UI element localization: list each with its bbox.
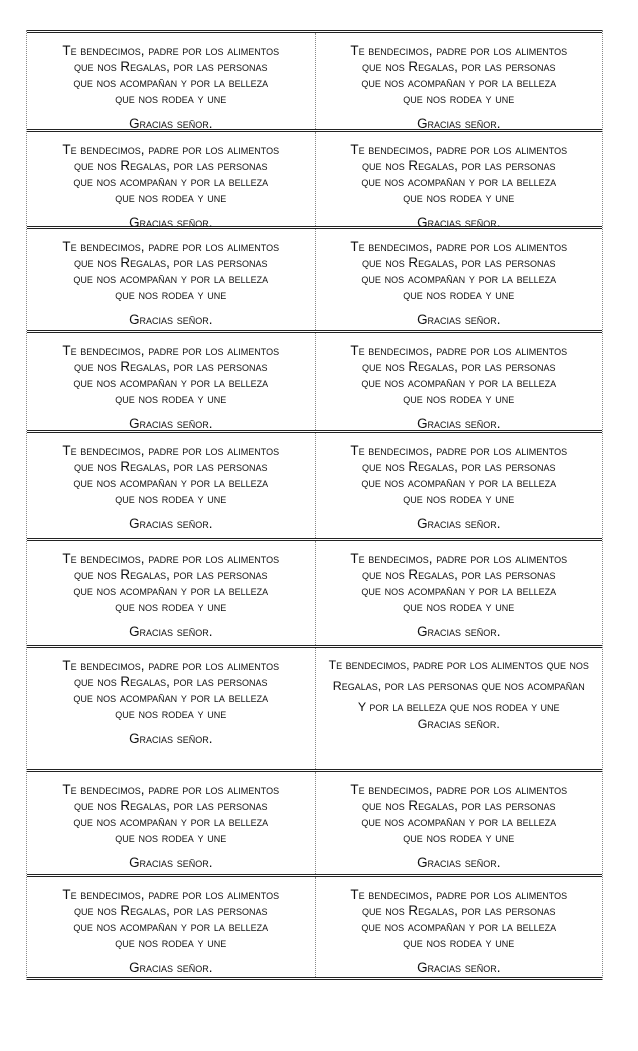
- prayer-line-1: Te bendecimos, padre por los alimentos: [62, 782, 280, 797]
- prayer-line-1: Te bendecimos, padre por los alimentos: [62, 887, 280, 902]
- prayer-line-2: que nos Regalas, por las personas: [73, 903, 268, 918]
- prayer-thanks: Gracias señor.: [417, 960, 501, 975]
- prayer-card: [27, 877, 315, 977]
- prayer-line-2: que nos Regalas, por las personas: [361, 903, 556, 918]
- prayer-line-4: que nos rodea y une: [115, 91, 227, 106]
- prayer-line-3: que nos acompañan y por la belleza: [73, 690, 269, 705]
- prayer-line-1: Te bendecimos, padre por los alimentos: [62, 443, 280, 458]
- prayer-card-variant: [315, 648, 603, 769]
- prayer-line-2: que nos Regalas, por las personas: [361, 359, 556, 374]
- prayer-line-3: que nos acompañan y por la belleza: [361, 174, 557, 189]
- prayer-line-2: que nos Regalas, por las personas: [73, 459, 268, 474]
- prayer-line-4: que nos rodea y une: [403, 599, 515, 614]
- prayer-thanks: Gracias señor.: [417, 717, 500, 731]
- prayer-line-3: que nos acompañan y por la belleza: [361, 475, 557, 490]
- prayer-line-3: que nos acompañan y por la belleza: [361, 271, 557, 286]
- prayer-line-2: que nos Regalas, por las personas: [73, 359, 268, 374]
- card-sheet: [26, 30, 603, 980]
- prayer-line-1: Te bendecimos, padre por los alimentos: [350, 142, 568, 157]
- prayer-thanks: Gracias señor.: [417, 516, 501, 531]
- card-row: [27, 129, 602, 230]
- prayer-line-4: que nos rodea y une: [115, 491, 227, 506]
- prayer-variant-line-3: Y por la belleza que nos rodea y une: [357, 700, 560, 714]
- card-row: [27, 430, 602, 538]
- prayer-line-1: Te bendecimos, padre por los alimentos: [62, 142, 280, 157]
- prayer-card: [27, 772, 315, 874]
- prayer-card: [315, 132, 603, 230]
- card-row: [27, 30, 602, 129]
- prayer-thanks: Gracias señor.: [129, 312, 213, 327]
- prayer-line-1: Te bendecimos, padre por los alimentos: [350, 43, 568, 58]
- prayer-line-3: que nos acompañan y por la belleza: [73, 919, 269, 934]
- prayer-line-1: Te bendecimos, padre por los alimentos: [62, 658, 280, 673]
- prayer-line-2: que nos Regalas, por las personas: [73, 255, 268, 270]
- prayer-line-1: Te bendecimos, padre por los alimentos: [350, 887, 568, 902]
- prayer-card: [27, 333, 315, 430]
- prayer-line-4: que nos rodea y une: [115, 935, 227, 950]
- prayer-card: [315, 772, 603, 874]
- prayer-line-2: que nos Regalas, por las personas: [361, 459, 556, 474]
- card-row: [27, 645, 602, 769]
- prayer-card: [315, 877, 603, 977]
- card-row: [27, 769, 602, 874]
- prayer-card: [27, 229, 315, 330]
- prayer-variant-line-2: Regalas, por las personas que nos acompañan: [332, 679, 585, 693]
- prayer-line-2: que nos Regalas, por las personas: [361, 59, 556, 74]
- prayer-line-2: que nos Regalas, por las personas: [361, 798, 556, 813]
- prayer-line-3: que nos acompañan y por la belleza: [73, 583, 269, 598]
- prayer-thanks: Gracias señor.: [129, 416, 213, 431]
- prayer-thanks: Gracias señor.: [129, 516, 213, 531]
- prayer-line-4: que nos rodea y une: [115, 287, 227, 302]
- prayer-line-4: que nos rodea y une: [403, 491, 515, 506]
- prayer-line-4: que nos rodea y une: [403, 190, 515, 205]
- prayer-line-3: que nos acompañan y por la belleza: [361, 375, 557, 390]
- prayer-line-3: que nos acompañan y por la belleza: [361, 919, 557, 934]
- prayer-line-3: que nos acompañan y por la belleza: [361, 75, 557, 90]
- prayer-card: [315, 33, 603, 129]
- prayer-line-2: que nos Regalas, por las personas: [361, 255, 556, 270]
- prayer-line-4: que nos rodea y une: [115, 599, 227, 614]
- prayer-card: [27, 433, 315, 538]
- prayer-line-4: que nos rodea y une: [115, 830, 227, 845]
- prayer-line-3: que nos acompañan y por la belleza: [73, 271, 269, 286]
- prayer-card: [315, 433, 603, 538]
- prayer-line-1: Te bendecimos, padre por los alimentos: [350, 551, 568, 566]
- prayer-line-2: que nos Regalas, por las personas: [73, 59, 268, 74]
- prayer-line-1: Te bendecimos, padre por los alimentos: [350, 343, 568, 358]
- prayer-thanks: Gracias señor.: [129, 960, 213, 975]
- prayer-line-3: que nos acompañan y por la belleza: [361, 814, 557, 829]
- prayer-line-3: que nos acompañan y por la belleza: [73, 475, 269, 490]
- prayer-thanks: Gracias señor.: [417, 116, 501, 131]
- prayer-line-3: que nos acompañan y por la belleza: [361, 583, 557, 598]
- prayer-thanks: Gracias señor.: [417, 624, 501, 639]
- prayer-variant-line-1: Te bendecimos, padre por los alimentos que nos: [328, 658, 589, 672]
- prayer-line-2: que nos Regalas, por las personas: [73, 798, 268, 813]
- prayer-thanks: Gracias señor.: [417, 855, 501, 870]
- prayer-thanks: Gracias señor.: [417, 215, 501, 230]
- prayer-line-2: que nos Regalas, por las personas: [73, 674, 268, 689]
- prayer-thanks: Gracias señor.: [417, 312, 501, 327]
- prayer-line-1: Te bendecimos, padre por los alimentos: [62, 239, 280, 254]
- card-row: [27, 874, 602, 980]
- prayer-line-2: que nos Regalas, por las personas: [361, 158, 556, 173]
- prayer-line-1: Te bendecimos, padre por los alimentos: [350, 782, 568, 797]
- prayer-card: [27, 33, 315, 129]
- prayer-line-1: Te bendecimos, padre por los alimentos: [350, 443, 568, 458]
- prayer-line-4: que nos rodea y une: [115, 391, 227, 406]
- prayer-line-3: que nos acompañan y por la belleza: [73, 375, 269, 390]
- prayer-card: [315, 333, 603, 430]
- prayer-line-1: Te bendecimos, padre por los alimentos: [350, 239, 568, 254]
- prayer-card: [27, 132, 315, 230]
- prayer-thanks: Gracias señor.: [417, 416, 501, 431]
- prayer-line-4: que nos rodea y une: [403, 830, 515, 845]
- prayer-card: [315, 229, 603, 330]
- prayer-line-2: que nos Regalas, por las personas: [361, 567, 556, 582]
- prayer-card: [27, 648, 315, 769]
- prayer-thanks: Gracias señor.: [129, 855, 213, 870]
- card-row: [27, 226, 602, 330]
- prayer-line-2: que nos Regalas, por las personas: [73, 158, 268, 173]
- prayer-line-4: que nos rodea y une: [403, 287, 515, 302]
- prayer-line-4: que nos rodea y une: [403, 935, 515, 950]
- prayer-line-4: que nos rodea y une: [115, 706, 227, 721]
- card-row: [27, 330, 602, 430]
- prayer-line-2: que nos Regalas, por las personas: [73, 567, 268, 582]
- prayer-thanks: Gracias señor.: [129, 731, 213, 746]
- prayer-card: [27, 541, 315, 645]
- prayer-line-4: que nos rodea y une: [403, 391, 515, 406]
- prayer-line-3: que nos acompañan y por la belleza: [73, 174, 269, 189]
- prayer-line-4: que nos rodea y une: [403, 91, 515, 106]
- prayer-line-1: Te bendecimos, padre por los alimentos: [62, 343, 280, 358]
- prayer-thanks: Gracias señor.: [129, 215, 213, 230]
- prayer-line-1: Te bendecimos, padre por los alimentos: [62, 43, 280, 58]
- prayer-thanks: Gracias señor.: [129, 116, 213, 131]
- prayer-line-1: Te bendecimos, padre por los alimentos: [62, 551, 280, 566]
- prayer-line-4: que nos rodea y une: [115, 190, 227, 205]
- prayer-card: [315, 541, 603, 645]
- prayer-line-3: que nos acompañan y por la belleza: [73, 75, 269, 90]
- prayer-line-3: que nos acompañan y por la belleza: [73, 814, 269, 829]
- prayer-thanks: Gracias señor.: [129, 624, 213, 639]
- card-row: [27, 538, 602, 645]
